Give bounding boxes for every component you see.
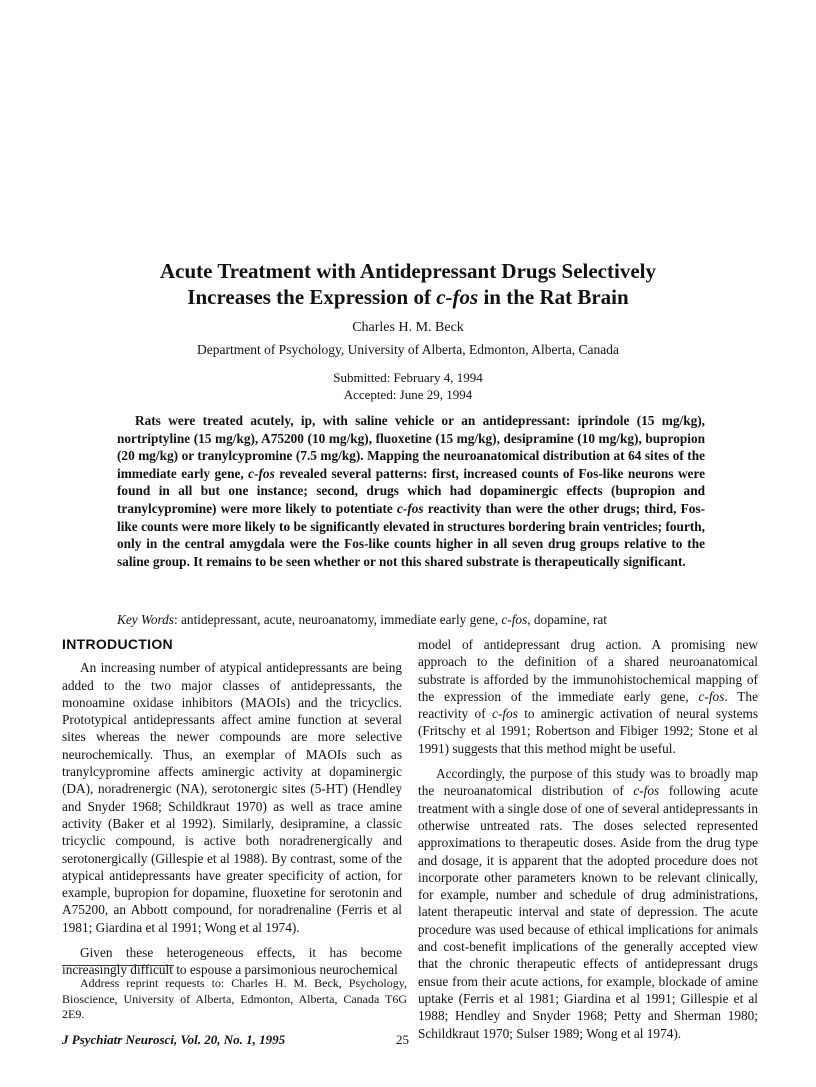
left-paragraph-1: An increasing number of atypical antidepressants are being added to the two major classes of antidepressants, the monoamine oxidase inhibitors (MAOIs) and the tricyclics. Prototypical antidepressants affect amine function at several sites whereas the newer compounds are more selective neurochemically. Thus, an exemplar of MAOIs such as tranylcypromine affects aminergic activity at dopaminergic (DA), noradrenergic (NA), serotonergic sites (5-HT) (Hendley and Snyder 1968; Schildkraut 1970) as well as trace amine activity (Baker et al 1992). Similarly, desipramine, a classic tricyclic compound, is active both noradrenergically and serotonergically (Gillespie et al 1988). By contrast, some of the atypical antidepressants have greater specificity of action, for example, bupropion for dopamine, fluoxetine for serotonin and A75200, an Abbott compound, for noradrenaline (Ferris et al 1981; Giardina et al 1991; Wong et al 1974). bbox=[62, 660, 402, 935]
abstract-part-1: Rats were treated acutely, ip, with saline vehicle or an antidepressant: iprindole (15 mg/kg), nortriptyline (15 mg/kg), A75200 (10 mg/kg), fluoxetine (15 mg/kg), desipramine (10 mg/kg), bupropion (20 mg/kg) or tranylcypromine (7.5 mg/kg). Mapping the neuroanatomical distribution at 64 sites of the immediate early gene, bbox=[117, 413, 705, 481]
page-number: 25 bbox=[396, 1032, 409, 1047]
abstract-italic-2: c-fos bbox=[397, 500, 424, 516]
abstract-part-2: revealed several patterns: first, increased counts of Fos-like neurons were found in all but one instance; second, drugs which had dopaminergic effects (bupropion and tranylcypromine) were more likely to potentiate bbox=[117, 465, 706, 516]
right-p2-part-b: following acute treatment with a single dose of one of several antidepressants in otherwise untreated rats. The doses selected represented approximations to therapeutic doses. Aside from the drug type and dosage, it is apparent that the adopted procedure does not incorporate other parameters known to be relevant clinically, for example, number and schedule of drug administrations, latent therapeutic interval and state of depression. The acute procedure was used because of ethical implications for animals and cost-benefit implications of the generally accepted view that the chronic therapeutic effects of antidepressant drugs ensue from their acute actions, for example, blockade of amine uptake (Ferris et al 1981; Giardina et al 1991; Gillespie et al 1988; Hendley and Snyder 1968; Petty and Sherman 1980; Schildkraut 1970; Sulser 1989; Wong et al 1974). bbox=[418, 783, 759, 1041]
right-p2-part-a: Accordingly, the purpose of this study was to broadly map the neuroanatomical distribution of bbox=[418, 766, 758, 799]
accepted-date: Accepted: June 29, 1994 bbox=[343, 387, 473, 402]
title-italic-term: c-fos bbox=[436, 285, 479, 309]
keywords-after: , dopamine, rat bbox=[527, 612, 608, 627]
title-line-2-suffix: in the Rat Brain bbox=[483, 285, 629, 309]
author-affiliation: Department of Psychology, University of Alberta, Edmonton, Alberta, Canada bbox=[196, 342, 620, 357]
intro-heading: INTRODUCTION bbox=[62, 636, 173, 652]
article-dates bbox=[0, 369, 816, 403]
right-paragraph-1 bbox=[418, 636, 758, 757]
right-p1-part-a: model of antidepressant drug action. A promising new approach to the definition of a shared neuroanatomical substrate is afforded by the immunohistochemical mapping of the expression of the immediate early gene, bbox=[418, 637, 758, 704]
title-line-1: Acute Treatment with Antidepressant Drugs Selectively bbox=[160, 259, 656, 283]
right-p2-italic: c-fos bbox=[633, 783, 660, 799]
right-column bbox=[418, 636, 758, 1042]
journal-citation: J Psychiatr Neurosci, Vol. 20, No. 1, 1995 bbox=[62, 1032, 286, 1047]
abstract-part-3: reactivity than were the other drugs; third, Fos-like counts were more likely to be significantly elevated in structures bordering brain ventricles; fourth, only in the central amygdala were the Fos-like counts higher in all seven drug groups relative to the saline group. It remains to be seen whether or not this shared substrate is therapeutically significant. bbox=[117, 500, 705, 569]
author-name: Charles H. M. Beck bbox=[352, 320, 464, 335]
keywords-before: : antidepressant, acute, neuroanatomy, immediate early gene, bbox=[174, 612, 499, 627]
right-p1-italic-1: c-fos bbox=[698, 688, 725, 704]
right-p1-part-c: to aminergic activation of neural systems (Fritschy et al 1991; Robertson and Fibiger 1992; Stone et al 1991) suggests that this method might be useful. bbox=[418, 706, 758, 756]
right-p1-italic-2: c-fos bbox=[491, 706, 518, 722]
keywords-italic: c-fos bbox=[501, 612, 528, 627]
submitted-date: Submitted: February 4, 1994 bbox=[333, 370, 483, 385]
article-title bbox=[60, 258, 756, 310]
right-p1-part-b: . The reactivity of bbox=[418, 688, 758, 722]
right-paragraph-2 bbox=[418, 765, 758, 1042]
abstract bbox=[117, 412, 705, 570]
footnote-divider bbox=[62, 965, 174, 966]
keywords bbox=[117, 612, 737, 628]
reprint-footnote: Address reprint requests to: Charles H. M. Beck, Psychology, Bioscience, University of Alberta, Edmonton, Alberta, Canada T6G 2E9. bbox=[62, 976, 407, 1021]
left-paragraph-2: Given these heterogeneous effects, it has become increasingly difficult to espouse a parsimonious neurochemical bbox=[62, 945, 402, 978]
title-line-2-prefix: Increases the Expression of bbox=[187, 285, 431, 309]
left-column bbox=[62, 636, 402, 979]
abstract-italic-1: c-fos bbox=[248, 465, 275, 481]
keywords-label: Key Words bbox=[117, 612, 175, 627]
